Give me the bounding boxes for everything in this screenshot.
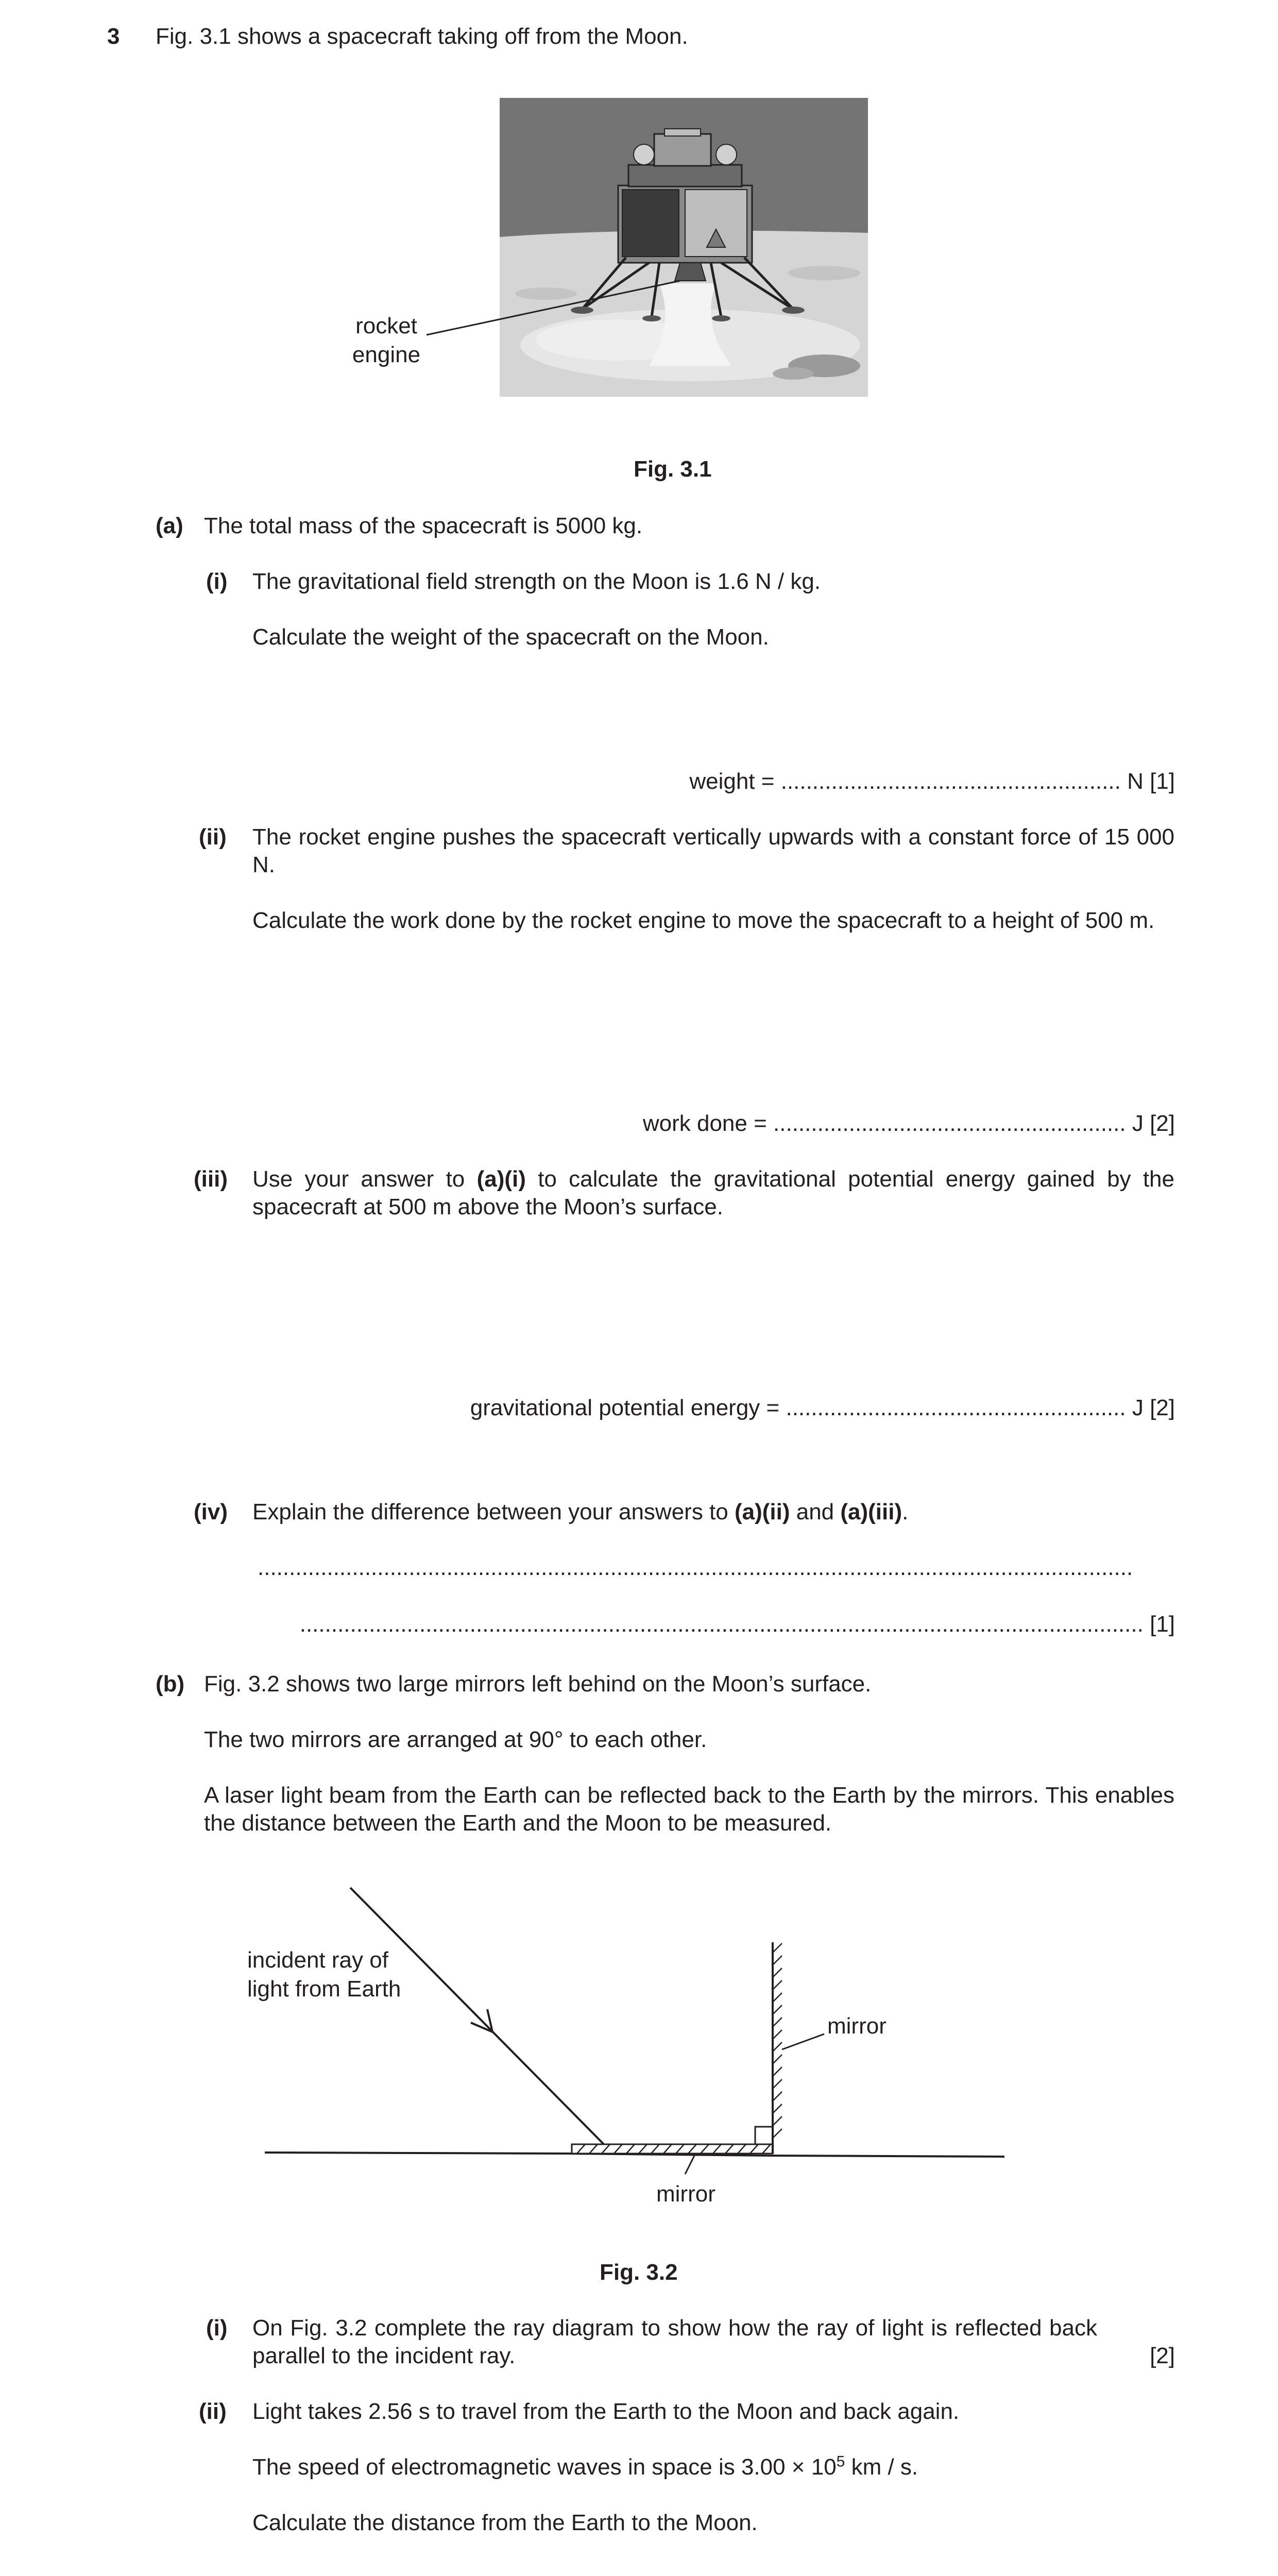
part-a-ii-label: (ii) xyxy=(199,824,227,850)
fig-3-2-incident-label-1: incident ray of xyxy=(247,1947,388,1973)
part-a-iii-answer-line xyxy=(470,1394,1175,1422)
fig-3-2-mirror-label-horizontal: mirror xyxy=(656,2181,715,2207)
part-a-label: (a) xyxy=(156,513,183,538)
question-intro: Fig. 3.1 shows a spacecraft taking off from the Moon. xyxy=(156,24,688,49)
fig-3-2-caption: Fig. 3.2 xyxy=(600,2260,678,2285)
answer-input-work-done[interactable]: ........................................................ xyxy=(773,1111,1126,1136)
part-a-i-answer-line xyxy=(689,768,1175,795)
question-number: 3 xyxy=(107,24,120,49)
part-b-i-label: (i) xyxy=(206,2315,228,2341)
part-a-ii-instruction: Calculate the work done by the rocket engine to move the spacecraft to a height of 500 m. xyxy=(252,908,1155,933)
part-b-line-1: Fig. 3.2 shows two large mirrors left behind on the Moon’s surface. xyxy=(204,1671,872,1697)
part-a-iii-text: Use your answer to (a)(i) to calculate the gravitational potential energy gained by the spacecraft at 500 m above the Moon’s surface. xyxy=(252,1166,1174,1219)
marks-a-iii: [2] xyxy=(1150,1395,1175,1420)
horizontal-mirror xyxy=(572,2144,773,2154)
fig-3-2-incident-label-2: light from Earth xyxy=(247,1976,401,2002)
part-b-ii-label: (ii) xyxy=(199,2399,227,2424)
answer-input-explain-line-2[interactable]: ...................................................................................................................................... xyxy=(299,1612,1144,1637)
part-a-ii-text: The rocket engine pushes the spacecraft vertically upwards with a constant force of 15 000 N. xyxy=(252,824,1174,877)
part-b-i-text: On Fig. 3.2 complete the ray diagram to show how the ray of light is reflected back parallel to the incident ray. xyxy=(252,2315,1097,2368)
unit-j: J xyxy=(1132,1395,1144,1420)
marks-a-i: [1] xyxy=(1150,769,1175,794)
part-a-i-instruction: Calculate the weight of the spacecraft on the Moon. xyxy=(252,624,769,650)
part-a-iv-label: (iv) xyxy=(194,1499,228,1524)
part-b-line-3: A laser light beam from the Earth can be reflected back to the Earth by the mirrors. This enables the distance between the Earth and the Moon to be measured. xyxy=(204,1783,1174,1836)
unit-n: N xyxy=(1127,769,1144,794)
fig-3-1-caption: Fig. 3.1 xyxy=(634,456,712,482)
part-b-ii-line-2: The speed of electromagnetic waves in space is $3.00 \times 10^5$ km / s. xyxy=(252,2453,918,2480)
answer-label-weight: weight = xyxy=(689,769,775,794)
answer-input-weight[interactable]: ...................................................... xyxy=(780,769,1121,794)
fig-3-1-label-engine: engine xyxy=(352,342,421,367)
part-a-i-text: The gravitational field strength on the Moon is 1.6 N / kg. xyxy=(252,569,821,594)
part-a-stem: The total mass of the spacecraft is 5000 kg. xyxy=(204,513,643,538)
part-a-iii-label: (iii) xyxy=(194,1166,228,1192)
answer-label-gpe: gravitational potential energy = xyxy=(470,1395,780,1420)
part-a-iv-answer-line-2 xyxy=(300,1611,1175,1638)
answer-label-work-done: work done = xyxy=(642,1111,767,1136)
part-a-ii-answer-line xyxy=(643,1110,1175,1138)
vertical-mirror-leader xyxy=(782,2034,824,2049)
part-a-i-label: (i) xyxy=(206,569,228,594)
part-b-label: (b) xyxy=(156,1671,185,1697)
fig-3-1-label-rocket: rocket xyxy=(355,313,417,338)
part-a-iv-text: Explain the difference between your answers to (a)(ii) and (a)(iii). xyxy=(252,1499,909,1524)
answer-input-explain-line-1[interactable]: ........................................................................................................................................... xyxy=(258,1555,1133,1580)
fig-3-2-mirror-label-vertical: mirror xyxy=(827,2013,887,2039)
fig-3-2-mirror-diagram xyxy=(258,1875,1010,2205)
horizontal-mirror-leader xyxy=(685,2154,695,2174)
answer-input-gpe[interactable]: ...................................................... xyxy=(786,1395,1126,1420)
marks-a-iv: [1] xyxy=(1150,1612,1175,1637)
marks-b-i: [2] xyxy=(1150,2343,1175,2368)
part-b-line-2: The two mirrors are arranged at 90° to each other. xyxy=(204,1727,707,1752)
part-b-ii-line-1: Light takes 2.56 s to travel from the Earth to the Moon and back again. xyxy=(252,2399,960,2424)
vertical-mirror xyxy=(773,1942,782,2154)
part-b-ii-instruction: Calculate the distance from the Earth to the Moon. xyxy=(252,2510,758,2535)
incident-ray xyxy=(350,1888,611,2151)
right-angle-marker xyxy=(755,2127,773,2144)
unit-j: J xyxy=(1132,1111,1144,1136)
marks-a-ii: [2] xyxy=(1150,1111,1175,1136)
